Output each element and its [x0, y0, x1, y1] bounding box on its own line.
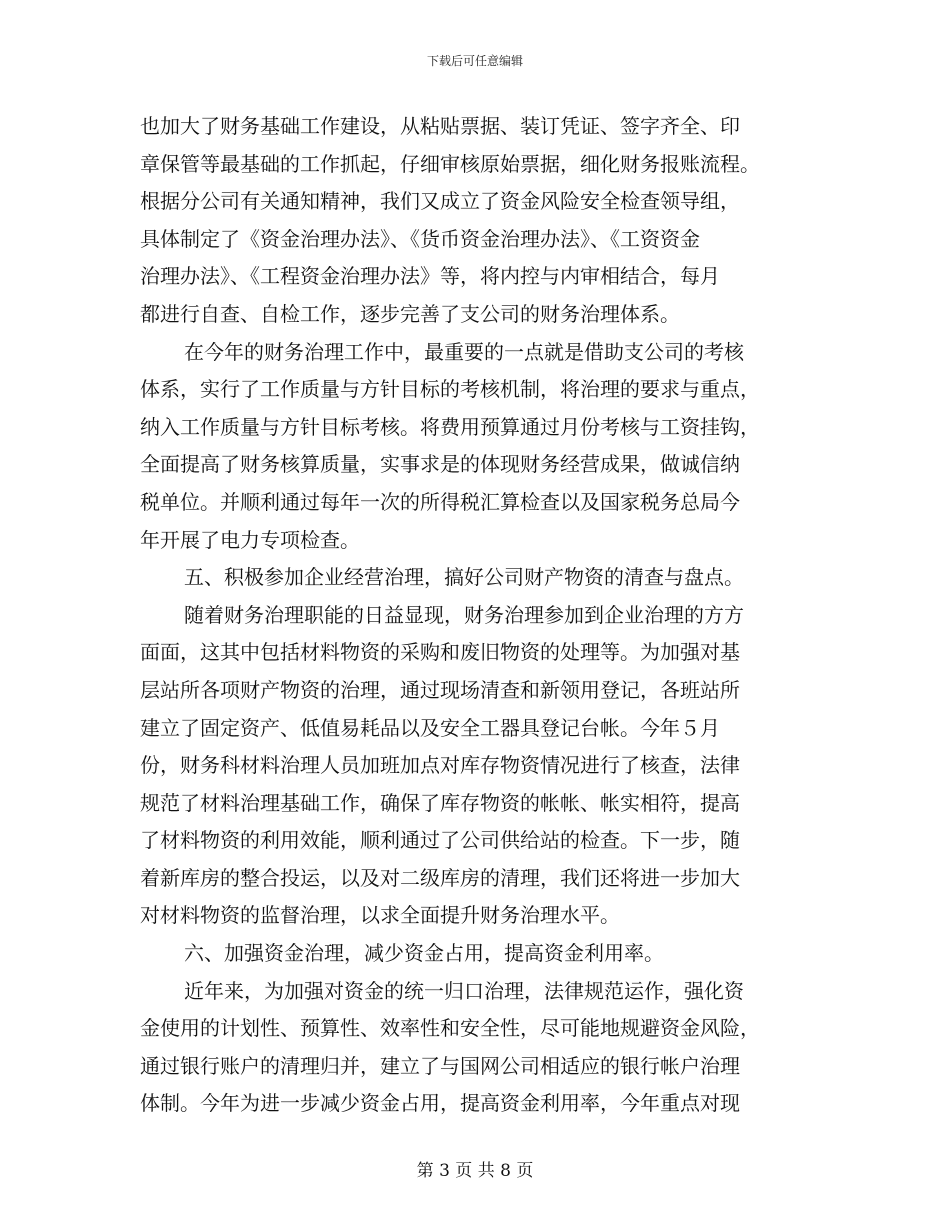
- page-footer: 第 3 页 共 8 页: [416, 1161, 534, 1181]
- text-line: 着新库房的整合投运，以及对二级库房的清理，我们还将进一步加大: [140, 865, 740, 890]
- text-line: 纳入工作质量与方针目标考核。将费用预算通过月份考核与工资挂钩，: [140, 414, 760, 439]
- text-line: 规范了材料治理基础工作，确保了库存物资的帐帐、帐实相符，提高: [140, 790, 740, 815]
- text-line: 年开展了电力专项检查。: [140, 527, 360, 552]
- text-line: 份，财务科材料治理人员加班加点对库存物资情况进行了核查，法律: [140, 753, 740, 778]
- text-line: 根据分公司有关通知精神，我们又成立了资金风险安全检查领导组，: [140, 189, 740, 214]
- text-line: 在今年的财务治理工作中，最重要的一点就是借助支公司的考核: [184, 339, 744, 364]
- text-line: 了材料物资的利用效能，顺利通过了公司供给站的检查。下一步，随: [140, 828, 740, 853]
- text-line: 六、加强资金治理，减少资金占用，提高资金利用率。: [184, 941, 664, 966]
- text-line: 建立了固定资产、低值易耗品以及安全工器具登记台帐。今年５月: [140, 715, 720, 740]
- text-line: 金使用的计划性、预算性、效率性和安全性，尽可能地规避资金风险，: [140, 1016, 760, 1041]
- text-line: 具体制定了《资金治理办法》、《货币资金治理办法》、《工资资金: [140, 226, 700, 251]
- document-body: [140, 108, 815, 1123]
- text-line: 体制。今年为进一步减少资金占用，提高资金利用率，今年重点对现: [140, 1091, 740, 1116]
- text-line: 税单位。并顺利通过每年一次的所得税汇算检查以及国家税务总局今: [140, 489, 740, 514]
- text-line: 章保管等最基础的工作抓起，仔细审核原始票据，细化财务报账流程。: [140, 151, 760, 176]
- text-line: 通过银行账户的清理归并，建立了与国网公司相适应的银行帐户治理: [140, 1053, 740, 1078]
- text-line: 随着财务治理职能的日益显现，财务治理参加到企业治理的方方: [184, 602, 744, 627]
- text-line: 都进行自查、自检工作，逐步完善了支公司的财务治理体系。: [140, 301, 680, 326]
- text-line: 五、积极参加企业经营治理，搞好公司财产物资的清查与盘点。: [184, 565, 744, 590]
- text-line: 也加大了财务基础工作建设，从粘贴票据、装订凭证、签字齐全、印: [140, 114, 740, 138]
- text-line: 全面提高了财务核算质量，实事求是的体现财务经营成果，做诚信纳: [140, 452, 740, 477]
- text-line: 层站所各项财产物资的治理，通过现场清查和新领用登记，各班站所: [140, 677, 740, 702]
- text-line: 近年来，为加强对资金的统一归口治理，法律规范运作，强化资: [184, 978, 744, 1003]
- page-header: 下载后可任意编辑: [426, 54, 523, 68]
- text-line: 体系，实行了工作质量与方针目标的考核机制，将治理的要求与重点，: [140, 377, 760, 402]
- text-line: 治理办法》、《工程资金治理办法》等，将内控与内审相结合，每月: [140, 264, 720, 289]
- text-line: 对材料物资的监督治理，以求全面提升财务治理水平。: [140, 903, 620, 928]
- text-line: 面面，这其中包括材料物资的采购和废旧物资的处理等。为加强对基: [140, 640, 740, 665]
